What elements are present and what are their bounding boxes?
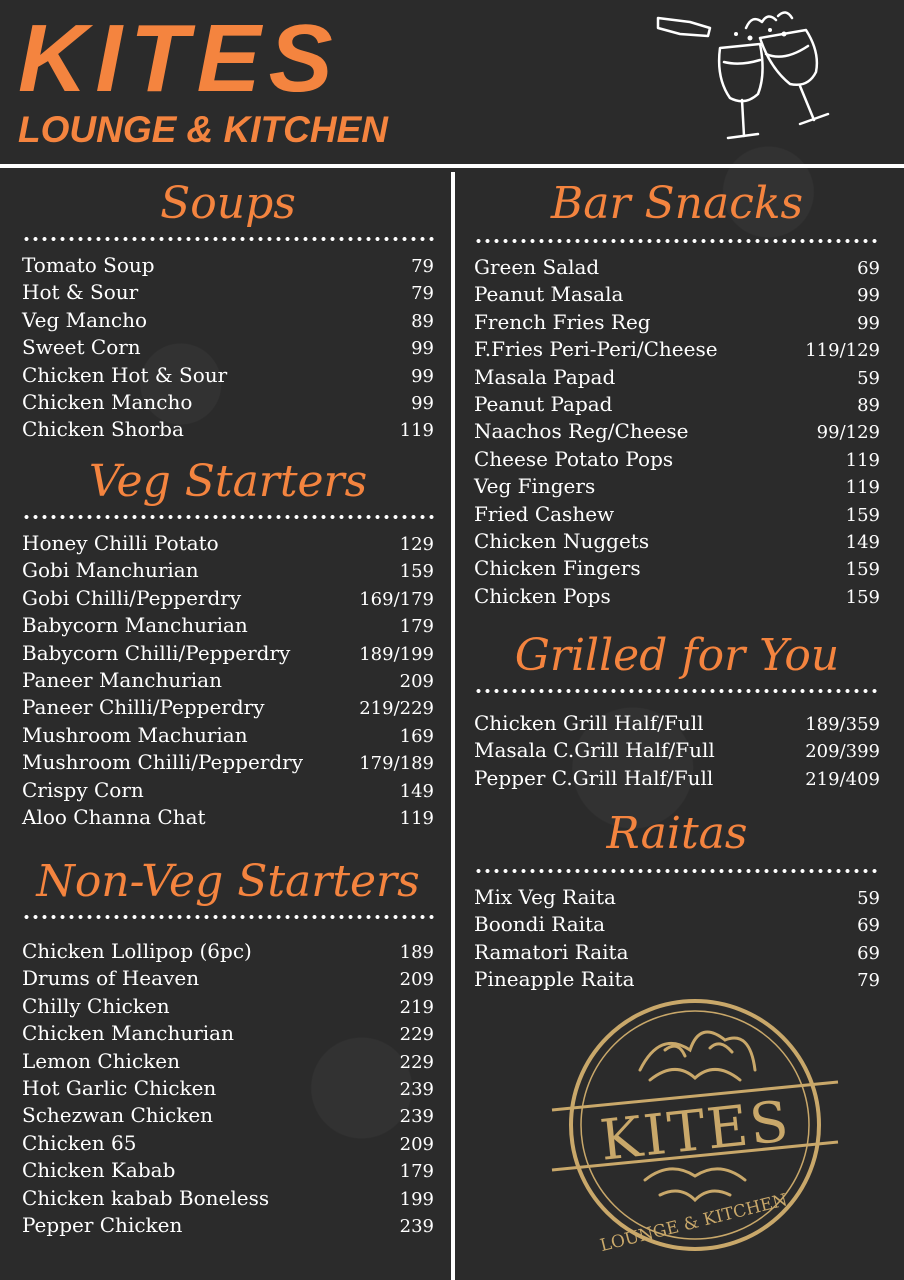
item-name: Pepper C.Grill Half/Full <box>474 765 714 790</box>
item-name: Paneer Manchurian <box>22 667 222 692</box>
brand-title: KITES <box>18 5 341 112</box>
section-soups <box>22 176 434 444</box>
kites-logo-emblem <box>550 990 840 1260</box>
item-price: 209 <box>399 670 434 692</box>
menu-item <box>22 612 434 639</box>
menu-item <box>22 252 434 279</box>
menu-item <box>22 1185 434 1212</box>
menu-item <box>474 473 880 500</box>
menu-header <box>0 0 904 165</box>
menu-item <box>474 418 880 445</box>
menu-item <box>474 884 880 911</box>
section-grilled <box>474 628 880 792</box>
item-name: Cheese Potato Pops <box>474 446 674 471</box>
item-price: 69 <box>857 258 880 279</box>
menu-item <box>22 965 434 992</box>
wine-glasses-toast-icon <box>650 8 840 148</box>
menu-item <box>22 694 434 721</box>
menu-item <box>22 307 434 334</box>
item-name: Mix Veg Raita <box>474 885 616 909</box>
item-name: Masala C.Grill Half/Full <box>474 738 715 763</box>
item-name: Chilly Chicken <box>22 993 170 1018</box>
item-name: Honey Chilli Potato <box>22 531 219 555</box>
item-price: 79 <box>411 283 434 305</box>
item-price: 149 <box>845 531 880 553</box>
item-name: Chicken Pops <box>474 583 611 608</box>
menu-item <box>22 1212 434 1239</box>
item-name: Ramatori Raita <box>474 939 629 964</box>
menu-item <box>474 446 880 473</box>
item-name: Crispy Corn <box>22 777 144 802</box>
item-price: 239 <box>399 1078 434 1100</box>
item-price: 179 <box>399 616 434 638</box>
section-title: Soups <box>160 178 296 229</box>
item-price: 149 <box>399 780 434 802</box>
item-price: 229 <box>399 1051 434 1073</box>
item-price: 119 <box>845 477 880 499</box>
menu-item <box>22 1075 434 1102</box>
menu-item <box>474 583 880 610</box>
section-veg-starters <box>22 454 434 831</box>
item-price: 229 <box>399 1024 434 1046</box>
dotted-divider <box>22 914 434 920</box>
menu-item <box>474 555 880 582</box>
item-name: Schezwan Chicken <box>22 1103 214 1128</box>
logo-tagline: LOUNGE & KITCHEN <box>598 1190 790 1257</box>
section-raitas <box>474 806 880 994</box>
item-name: Chicken Hot & Sour <box>22 362 228 387</box>
dotted-divider <box>474 868 880 874</box>
item-name: Gobi Manchurian <box>22 558 199 583</box>
header-divider <box>0 164 904 168</box>
item-price: 189 <box>399 942 434 963</box>
menu-item <box>22 749 434 776</box>
item-name: Sweet Corn <box>22 335 141 360</box>
section-title: Bar Snacks <box>550 178 804 229</box>
item-list <box>474 254 880 610</box>
item-list <box>474 710 880 792</box>
item-price: 99/129 <box>816 422 880 444</box>
item-name: Green Salad <box>474 255 600 279</box>
item-price: 219/229 <box>359 698 434 720</box>
item-price: 119/129 <box>805 340 880 362</box>
item-name: Fried Cashew <box>474 501 615 526</box>
item-name: Chicken Lollipop (6pc) <box>22 939 252 963</box>
menu-item <box>474 528 880 555</box>
item-name: Lemon Chicken <box>22 1048 180 1073</box>
item-name: Hot & Sour <box>22 280 139 305</box>
item-price: 119 <box>399 420 434 442</box>
item-price: 79 <box>411 256 434 277</box>
item-price: 99 <box>411 338 434 360</box>
menu-item <box>474 737 880 764</box>
menu-item <box>22 389 434 416</box>
menu-item <box>22 640 434 667</box>
item-price: 219/409 <box>805 768 880 790</box>
item-name: Pineapple Raita <box>474 967 635 992</box>
section-bar-snacks <box>474 176 880 610</box>
menu-item <box>474 765 880 792</box>
menu-item <box>474 501 880 528</box>
menu-item <box>22 557 434 584</box>
section-non-veg-starters <box>22 854 434 1239</box>
item-name: Drums of Heaven <box>22 966 200 991</box>
menu-item <box>474 254 880 281</box>
item-price: 199 <box>399 1188 434 1210</box>
menu-item <box>474 364 880 391</box>
item-name: Tomato Soup <box>22 253 155 277</box>
menu-item <box>474 336 880 363</box>
item-name: Chicken Shorba <box>22 417 184 442</box>
item-name: Aloo Channa Chat <box>22 804 206 829</box>
logo-brand: KITES <box>597 1089 794 1174</box>
item-name: Pepper Chicken <box>22 1212 183 1237</box>
menu-item <box>474 309 880 336</box>
dotted-divider <box>22 236 434 242</box>
dotted-divider <box>474 238 880 244</box>
item-price: 59 <box>857 367 880 389</box>
menu-item <box>474 939 880 966</box>
menu-item <box>474 710 880 737</box>
item-name: Chicken kabab Boneless <box>22 1185 270 1210</box>
menu-item <box>22 530 434 557</box>
item-name: Chicken Fingers <box>474 556 641 581</box>
column-divider <box>451 172 455 1280</box>
item-price: 69 <box>857 942 880 964</box>
section-title: Non-Veg Starters <box>36 856 420 907</box>
item-name: Peanut Masala <box>474 282 624 307</box>
item-price: 209 <box>399 969 434 991</box>
item-name: Babycorn Chilli/Pepperdry <box>22 640 291 665</box>
item-price: 209/399 <box>805 741 880 763</box>
item-name: Chicken 65 <box>22 1130 137 1155</box>
menu-item <box>22 585 434 612</box>
item-price: 159 <box>845 504 880 526</box>
item-price: 89 <box>411 310 434 332</box>
item-name: Gobi Chilli/Pepperdry <box>22 585 242 610</box>
item-price: 129 <box>399 534 434 555</box>
brand-tagline: LOUNGE & KITCHEN <box>18 109 388 150</box>
menu-item <box>22 1048 434 1075</box>
item-price: 119 <box>845 449 880 471</box>
item-name: Chicken Mancho <box>22 389 193 414</box>
item-price: 99 <box>411 392 434 414</box>
menu-item <box>22 334 434 361</box>
section-title: Raitas <box>606 808 748 859</box>
menu-item <box>22 993 434 1020</box>
menu-item <box>22 1102 434 1129</box>
item-price: 119 <box>399 807 434 829</box>
menu-item <box>474 391 880 418</box>
section-title: Veg Starters <box>88 456 368 507</box>
item-name: Masala Papad <box>474 364 616 389</box>
dotted-divider <box>474 688 880 694</box>
item-price: 179 <box>399 1161 434 1183</box>
item-price: 209 <box>399 1133 434 1155</box>
item-name: Babycorn Manchurian <box>22 613 248 638</box>
item-price: 239 <box>399 1215 434 1237</box>
item-price: 189/199 <box>359 643 434 665</box>
menu-item <box>22 416 434 443</box>
item-list <box>22 530 434 831</box>
item-list <box>474 884 880 994</box>
item-price: 169/179 <box>359 588 434 610</box>
item-list <box>22 938 434 1239</box>
item-name: Chicken Kabab <box>22 1158 176 1183</box>
menu-item <box>22 667 434 694</box>
menu-item <box>474 281 880 308</box>
item-name: Hot Garlic Chicken <box>22 1075 217 1100</box>
item-name: French Fries Reg <box>474 309 651 334</box>
item-price: 179/189 <box>359 753 434 775</box>
menu-item <box>22 279 434 306</box>
menu-item <box>474 911 880 938</box>
item-price: 219 <box>399 996 434 1018</box>
item-price: 99 <box>857 312 880 334</box>
item-name: Boondi Raita <box>474 912 606 937</box>
item-name: Veg Fingers <box>474 474 596 499</box>
item-price: 89 <box>857 394 880 416</box>
menu-item <box>22 777 434 804</box>
item-name: Peanut Papad <box>474 391 613 416</box>
item-name: Chicken Grill Half/Full <box>474 711 704 735</box>
menu-item <box>22 1157 434 1184</box>
item-list <box>22 252 434 444</box>
item-name: Naachos Reg/Cheese <box>474 419 689 444</box>
item-name: F.Fries Peri-Peri/Cheese <box>474 337 718 362</box>
dotted-divider <box>22 514 434 520</box>
menu-item <box>22 804 434 831</box>
section-title: Grilled for You <box>514 630 840 681</box>
item-price: 239 <box>399 1106 434 1128</box>
item-price: 99 <box>411 365 434 387</box>
item-name: Mushroom Chilli/Pepperdry <box>22 750 304 775</box>
item-name: Paneer Chilli/Pepperdry <box>22 695 265 720</box>
item-price: 79 <box>857 970 880 992</box>
item-price: 159 <box>399 561 434 583</box>
menu-item <box>22 938 434 965</box>
item-name: Chicken Manchurian <box>22 1021 234 1046</box>
item-price: 59 <box>857 888 880 909</box>
item-price: 69 <box>857 915 880 937</box>
menu-item <box>22 1130 434 1157</box>
item-price: 159 <box>845 559 880 581</box>
item-price: 99 <box>857 285 880 307</box>
item-name: Mushroom Machurian <box>22 722 248 747</box>
item-name: Veg Mancho <box>22 307 148 332</box>
menu-item <box>22 362 434 389</box>
menu-item <box>22 722 434 749</box>
menu-item <box>22 1020 434 1047</box>
item-price: 189/359 <box>805 714 880 735</box>
item-price: 169 <box>399 725 434 747</box>
item-price: 159 <box>845 586 880 608</box>
item-name: Chicken Nuggets <box>474 528 650 553</box>
